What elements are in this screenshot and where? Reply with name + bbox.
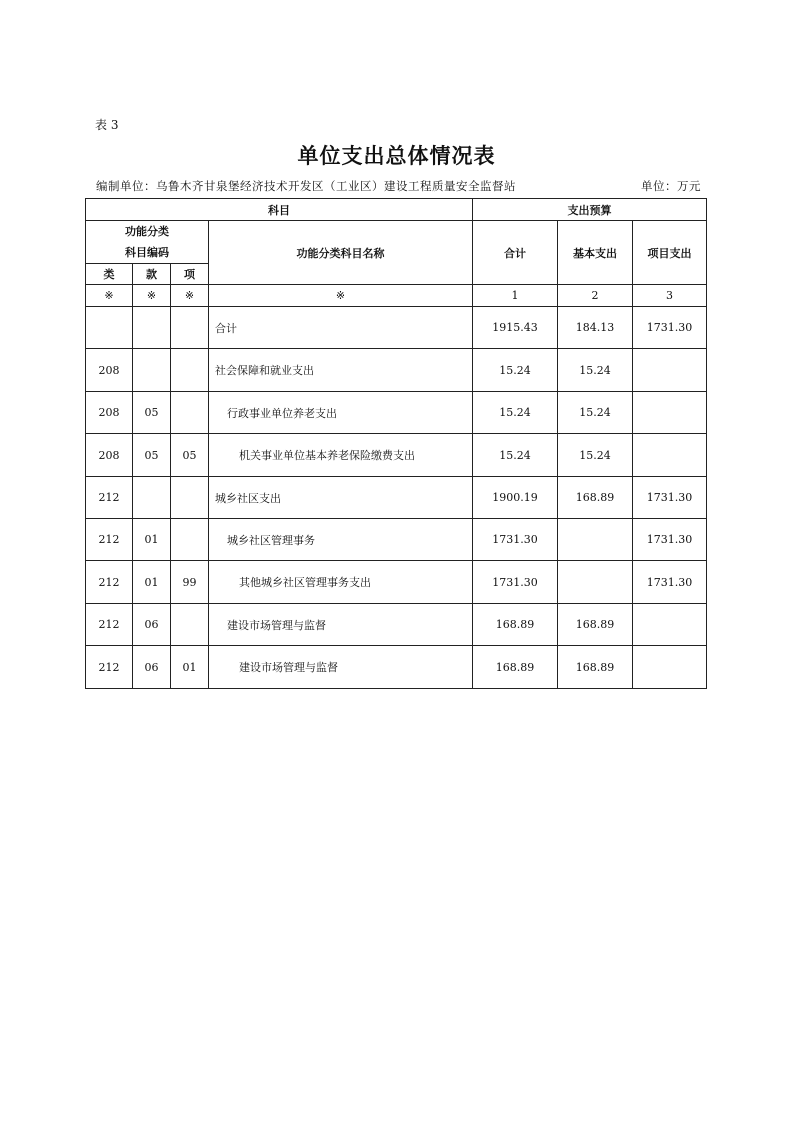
table-number-label: 表 3 <box>95 118 119 132</box>
cell-xiang <box>171 604 209 646</box>
table-row <box>86 646 707 689</box>
lei-header: 类 <box>86 264 133 285</box>
cell-basic: 168.89 <box>558 604 633 646</box>
cell-kuan: 01 <box>133 561 171 604</box>
cell-basic <box>558 561 633 604</box>
marker-lei: ※ <box>86 285 133 307</box>
budget-header: 支出预算 <box>473 199 707 221</box>
table-row <box>86 307 707 349</box>
cell-project <box>633 349 707 392</box>
project-expenditure-header: 项目支出 <box>633 221 707 285</box>
cell-kuan: 06 <box>133 604 171 646</box>
marker-row <box>86 285 707 307</box>
cell-lei: 212 <box>86 561 133 604</box>
cell-name: 社会保障和就业支出 <box>209 349 473 392</box>
cell-basic: 15.24 <box>558 434 633 477</box>
table-row <box>86 349 707 392</box>
cell-total: 15.24 <box>473 434 558 477</box>
cell-name: 建设市场管理与监督 <box>209 604 473 646</box>
cell-xiang <box>171 307 209 349</box>
cell-basic: 168.89 <box>558 477 633 519</box>
page-title: 单位支出总体情况表 <box>297 144 496 168</box>
marker-total: 1 <box>473 285 558 307</box>
cell-xiang <box>171 349 209 392</box>
cell-total: 1731.30 <box>473 519 558 561</box>
table-row <box>86 392 707 434</box>
cell-lei: 208 <box>86 434 133 477</box>
cell-total: 1915.43 <box>473 307 558 349</box>
cell-kuan: 05 <box>133 434 171 477</box>
expenditure-table <box>85 198 707 689</box>
cell-name: 城乡社区管理事务 <box>209 519 473 561</box>
cell-total: 1731.30 <box>473 561 558 604</box>
cell-kuan: 05 <box>133 392 171 434</box>
cell-project: 1731.30 <box>633 519 707 561</box>
marker-basic: 2 <box>558 285 633 307</box>
cell-project <box>633 646 707 689</box>
cell-total: 1900.19 <box>473 477 558 519</box>
cell-total: 15.24 <box>473 349 558 392</box>
cell-name: 机关事业单位基本养老保险缴费支出 <box>209 434 473 477</box>
cell-project: 1731.30 <box>633 477 707 519</box>
cell-project: 1731.30 <box>633 561 707 604</box>
cell-lei <box>86 307 133 349</box>
marker-kuan: ※ <box>133 285 171 307</box>
cell-total: 168.89 <box>473 646 558 689</box>
table-row <box>86 477 707 519</box>
cell-kuan <box>133 349 171 392</box>
subject-name-header: 功能分类科目名称 <box>209 221 473 285</box>
cell-name: 其他城乡社区管理事务支出 <box>209 561 473 604</box>
subject-header: 科目 <box>86 199 473 221</box>
cell-total: 168.89 <box>473 604 558 646</box>
cell-lei: 208 <box>86 349 133 392</box>
table-row <box>86 561 707 604</box>
cell-total: 15.24 <box>473 392 558 434</box>
cell-project: 1731.30 <box>633 307 707 349</box>
cell-lei: 212 <box>86 604 133 646</box>
cell-lei: 212 <box>86 519 133 561</box>
cell-name: 建设市场管理与监督 <box>209 646 473 689</box>
cell-xiang <box>171 392 209 434</box>
cell-project <box>633 392 707 434</box>
cell-name: 行政事业单位养老支出 <box>209 392 473 434</box>
kuan-header: 款 <box>133 264 171 285</box>
compiling-unit: 编制单位：乌鲁木齐甘泉堡经济技术开发区（工业区）建设工程质量安全监督站 <box>96 179 516 193</box>
cell-name: 合计 <box>209 307 473 349</box>
cell-xiang <box>171 519 209 561</box>
cell-kuan: 01 <box>133 519 171 561</box>
cell-name: 城乡社区支出 <box>209 477 473 519</box>
cell-kuan <box>133 307 171 349</box>
cell-lei: 208 <box>86 392 133 434</box>
function-code-line2: 科目编码 <box>125 246 169 259</box>
cell-project <box>633 604 707 646</box>
cell-project <box>633 434 707 477</box>
cell-lei: 212 <box>86 646 133 689</box>
header-row-2 <box>86 221 707 264</box>
total-header: 合计 <box>473 221 558 285</box>
function-code-header <box>86 221 209 264</box>
basic-expenditure-header: 基本支出 <box>558 221 633 285</box>
cell-basic: 15.24 <box>558 349 633 392</box>
function-code-line1: 功能分类 <box>125 225 169 238</box>
cell-kuan <box>133 477 171 519</box>
cell-xiang: 01 <box>171 646 209 689</box>
cell-kuan: 06 <box>133 646 171 689</box>
marker-xiang: ※ <box>171 285 209 307</box>
cell-xiang <box>171 477 209 519</box>
cell-xiang: 99 <box>171 561 209 604</box>
cell-xiang: 05 <box>171 434 209 477</box>
header-row-1 <box>86 199 707 221</box>
currency-unit: 单位：万元 <box>641 179 701 193</box>
cell-lei: 212 <box>86 477 133 519</box>
cell-basic: 168.89 <box>558 646 633 689</box>
table-row <box>86 434 707 477</box>
cell-basic: 184.13 <box>558 307 633 349</box>
marker-name: ※ <box>209 285 473 307</box>
marker-project: 3 <box>633 285 707 307</box>
xiang-header: 项 <box>171 264 209 285</box>
cell-basic <box>558 519 633 561</box>
table-row <box>86 519 707 561</box>
cell-basic: 15.24 <box>558 392 633 434</box>
table-row <box>86 604 707 646</box>
